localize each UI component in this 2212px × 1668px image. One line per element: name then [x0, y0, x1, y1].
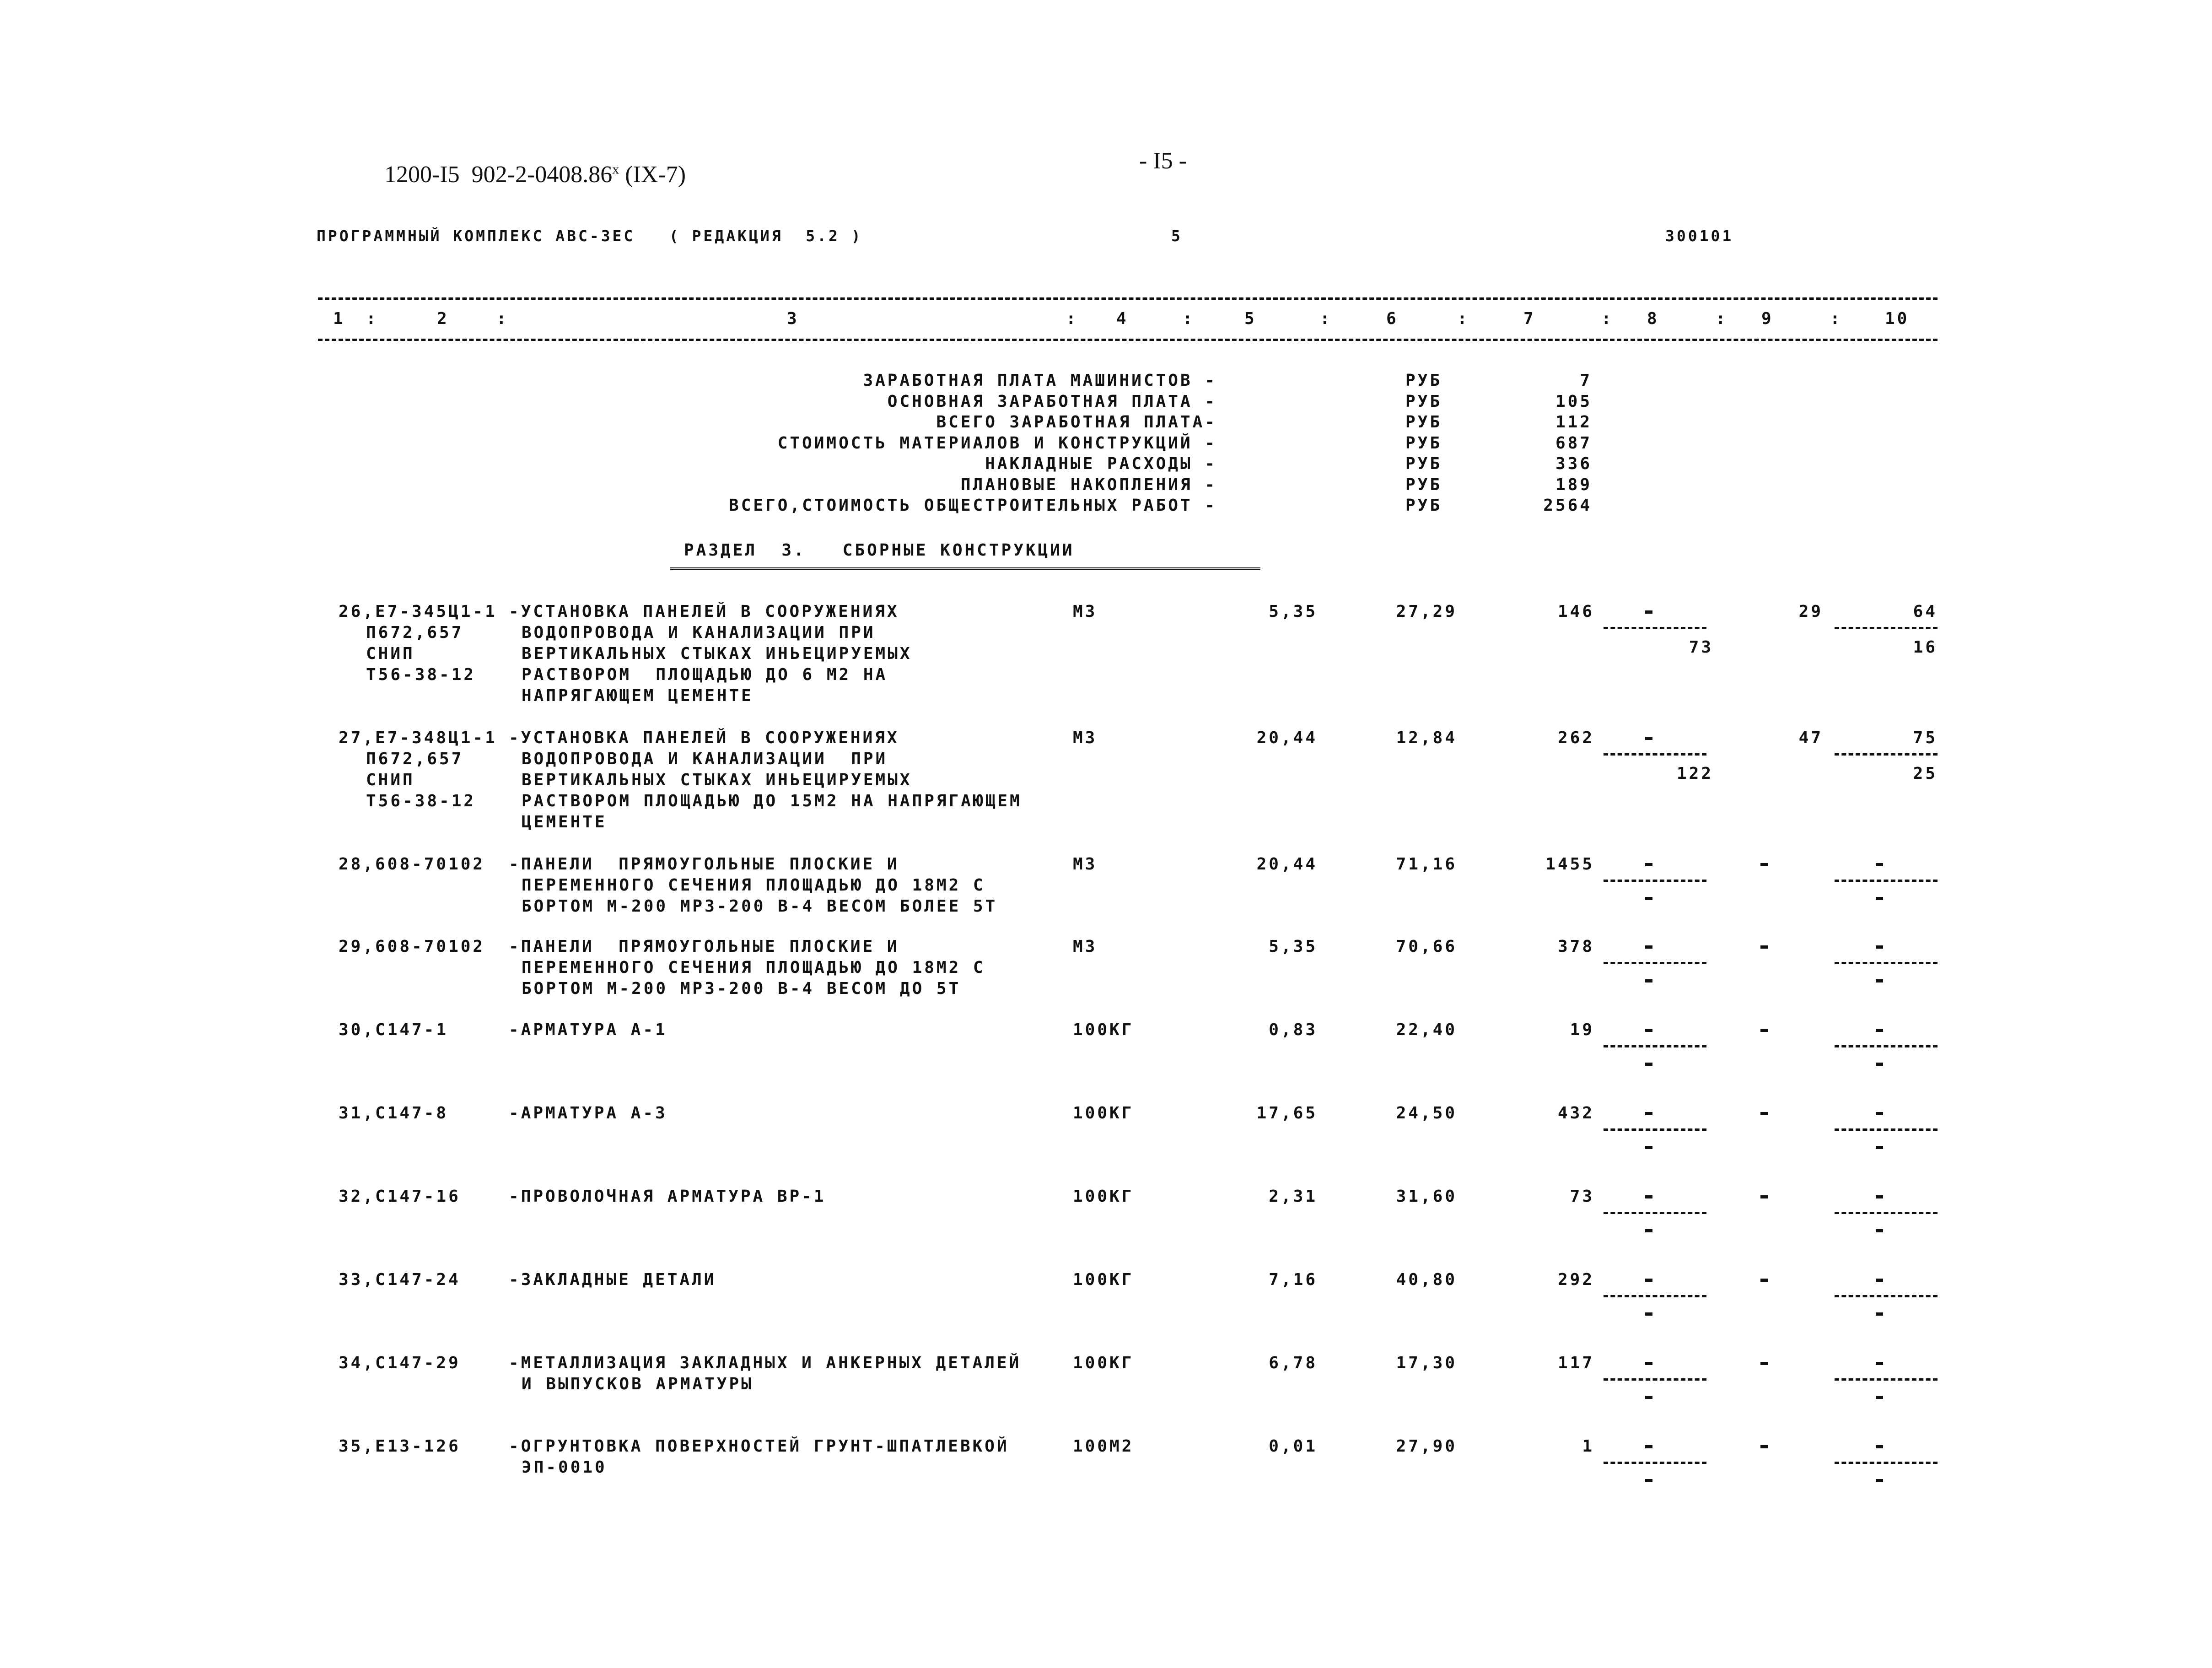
summary-value: 189	[1555, 475, 1592, 494]
summary-label: ВСЕГО ЗАРАБОТНАЯ ПЛАТА-	[936, 413, 1217, 432]
row-unit: 100КГ	[1073, 1270, 1134, 1289]
row-description: -ПРОВОЛОЧНАЯ АРМАТУРА ВР-1	[509, 1187, 826, 1206]
row-unit: 100КГ	[1073, 1104, 1134, 1123]
col10-bottom-dash	[1876, 979, 1883, 982]
col8-top-dash	[1645, 863, 1652, 866]
col8-top-dash	[1645, 1195, 1652, 1198]
col10-bottom-dash	[1876, 897, 1883, 900]
col10-top-dash	[1876, 1445, 1883, 1448]
col9-value: 29	[1798, 602, 1823, 621]
col10-bottom: 16	[1913, 638, 1938, 657]
header-top-rule	[318, 297, 1938, 300]
column-number-4: 4	[1116, 309, 1129, 328]
row-description: БОРТОМ М-200 МРЗ-200 В-4 ВЕСОМ ДО 5Т	[522, 979, 961, 998]
summary-unit: РУБ	[1405, 496, 1442, 515]
row-code-ref: П672,657	[366, 750, 464, 768]
col8-rule	[1604, 1045, 1706, 1047]
row-code: 31,С147-8	[339, 1104, 449, 1123]
column-separator: :	[366, 309, 378, 328]
col9-dash	[1760, 1112, 1768, 1115]
row-unit-price: 70,66	[1396, 937, 1457, 956]
summary-unit: РУБ	[1405, 371, 1442, 390]
summary-label: СТОИМОСТЬ МАТЕРИАЛОВ И КОНСТРУКЦИЙ -	[777, 433, 1217, 453]
summary-label: НАКЛАДНЫЕ РАСХОДЫ -	[985, 454, 1217, 473]
description-dash: -	[509, 1020, 521, 1039]
col10-bottom-dash	[1876, 1229, 1883, 1232]
row-description: -АРМАТУРА А-1	[509, 1020, 667, 1039]
column-number-10: 10	[1885, 309, 1910, 328]
row-description: -ЗАКЛАДНЫЕ ДЕТАЛИ	[509, 1270, 716, 1289]
section-title: РАЗДЕЛ 3. СБОРНЫЕ КОНСТРУКЦИИ	[684, 541, 1075, 560]
col10-rule	[1835, 1378, 1938, 1381]
col8-bottom: 73	[1689, 638, 1713, 657]
row-unit: 100М2	[1073, 1437, 1134, 1456]
column-number-9: 9	[1761, 309, 1774, 328]
section-underline	[670, 567, 1260, 570]
row-unit-price: 40,80	[1396, 1270, 1457, 1289]
col10-top-dash	[1876, 1195, 1883, 1198]
row-description: -УСТАНОВКА ПАНЕЛЕЙ В СООРУЖЕНИЯХ	[509, 602, 899, 621]
col9-dash	[1760, 863, 1768, 866]
column-number-8: 8	[1647, 309, 1659, 328]
row-quantity: 20,44	[1256, 729, 1318, 747]
col8-bottom-dash	[1645, 1312, 1652, 1316]
col8-top-dash	[1645, 1362, 1652, 1365]
column-separator: :	[1601, 309, 1614, 328]
col8-rule	[1604, 1295, 1706, 1297]
description-dash: -	[509, 1104, 521, 1123]
col10-bottom-dash	[1876, 1312, 1883, 1316]
row-quantity: 0,83	[1269, 1020, 1318, 1039]
row-unit: М3	[1073, 729, 1098, 747]
row-quantity: 0,01	[1269, 1437, 1318, 1456]
row-description: И ВЫПУСКОВ АРМАТУРЫ	[522, 1375, 753, 1393]
row-quantity: 6,78	[1269, 1354, 1318, 1372]
col10-rule	[1835, 627, 1938, 629]
row-description: ВЕРТИКАЛЬНЫХ СТЫКАХ ИНЬЕЦИРУЕМЫХ	[522, 771, 912, 789]
row-code-ref: СНИП	[366, 644, 415, 663]
col9-dash	[1760, 1362, 1768, 1365]
col8-top-dash	[1645, 1445, 1652, 1448]
row-unit: М3	[1073, 855, 1098, 874]
row-unit-price: 27,29	[1396, 602, 1457, 621]
description-dash: -	[509, 1270, 521, 1289]
row-code: 29,608-70102	[339, 937, 485, 956]
row-code: 26,Е7-345Ц1-1	[339, 602, 497, 621]
row-code: 28,608-70102	[339, 855, 485, 874]
col8-bottom-dash	[1645, 1396, 1652, 1399]
row-description: ПЕРЕМЕННОГО СЕЧЕНИЯ ПЛОЩАДЬЮ ДО 18М2 С	[522, 876, 985, 895]
row-description: -МЕТАЛЛИЗАЦИЯ ЗАКЛАДНЫХ И АНКЕРНЫХ ДЕТАЛЕЙ	[509, 1354, 1022, 1372]
row-unit: 100КГ	[1073, 1187, 1134, 1206]
page-number: - I5 -	[1139, 148, 1187, 174]
row-description: НАПРЯГАЮЩЕМ ЦЕМЕНТЕ	[522, 686, 753, 705]
column-separator: :	[1716, 309, 1728, 328]
summary-label: ОСНОВНАЯ ЗАРАБОТНАЯ ПЛАТА -	[887, 392, 1217, 411]
col10-top-dash	[1876, 1112, 1883, 1115]
row-total-cost: 73	[1570, 1187, 1594, 1206]
summary-value: 687	[1555, 433, 1592, 453]
column-separator: :	[1457, 309, 1469, 328]
row-total-cost: 432	[1557, 1104, 1594, 1123]
row-quantity: 2,31	[1269, 1187, 1318, 1206]
summary-unit: РУБ	[1405, 454, 1442, 473]
row-total-cost: 117	[1557, 1354, 1594, 1372]
description-dash: -	[509, 1437, 521, 1456]
summary-value: 7	[1580, 371, 1592, 390]
row-quantity: 20,44	[1256, 855, 1318, 874]
col10-bottom-dash	[1876, 1146, 1883, 1149]
column-number-3: 3	[787, 309, 799, 328]
col9-dash	[1760, 945, 1768, 949]
row-description: ЦЕМЕНТЕ	[522, 813, 607, 831]
row-unit: М3	[1073, 937, 1098, 956]
col10-top-dash	[1876, 1362, 1883, 1365]
summary-unit: РУБ	[1405, 392, 1442, 411]
col10-top-dash	[1876, 1279, 1883, 1282]
row-code: 27,Е7-348Ц1-1	[339, 729, 497, 747]
col10-rule	[1835, 880, 1938, 882]
row-unit-price: 22,40	[1396, 1020, 1457, 1039]
row-unit-price: 27,90	[1396, 1437, 1457, 1456]
row-description: -АРМАТУРА А-3	[509, 1104, 667, 1123]
col9-dash	[1760, 1195, 1768, 1198]
description-dash: -	[509, 1187, 521, 1206]
summary-label: ВСЕГО,СТОИМОСТЬ ОБЩЕСТРОИТЕЛЬНЫХ РАБОТ -	[729, 496, 1217, 515]
row-description: ВОДОПРОВОДА И КАНАЛИЗАЦИИ ПРИ	[522, 750, 888, 768]
row-description: ПЕРЕМЕННОГО СЕЧЕНИЯ ПЛОЩАДЬЮ ДО 18М2 С	[522, 958, 985, 977]
col8-rule	[1604, 1212, 1706, 1214]
column-separator: :	[1066, 309, 1078, 328]
header-bottom-rule	[318, 339, 1938, 341]
row-description: ВЕРТИКАЛЬНЫХ СТЫКАХ ИНЬЕЦИРУЕМЫХ	[522, 644, 912, 663]
row-quantity: 5,35	[1269, 937, 1318, 956]
row-total-cost: 262	[1557, 729, 1594, 747]
col8-rule	[1604, 1128, 1706, 1131]
summary-value: 112	[1555, 413, 1592, 432]
row-total-cost: 292	[1557, 1270, 1594, 1289]
summary-value: 105	[1555, 392, 1592, 411]
col8-rule	[1604, 1462, 1706, 1464]
col8-bottom-dash	[1645, 1229, 1652, 1232]
row-quantity: 7,16	[1269, 1270, 1318, 1289]
row-code-ref: Т56-38-12	[366, 665, 476, 684]
col10-rule	[1835, 1045, 1938, 1047]
col8-bottom-dash	[1645, 1479, 1652, 1482]
summary-value: 2564	[1543, 496, 1592, 515]
col10-top: 64	[1913, 602, 1938, 621]
row-description: БОРТОМ М-200 МРЗ-200 В-4 ВЕСОМ БОЛЕЕ 5Т	[522, 897, 998, 916]
description-dash: -	[509, 1354, 521, 1372]
row-description: -ПАНЕЛИ ПРЯМОУГОЛЬНЫЕ ПЛОСКИЕ И	[509, 937, 899, 956]
col10-top-dash	[1876, 863, 1883, 866]
col10-top: 75	[1913, 729, 1938, 747]
document-code: 300101	[1665, 227, 1734, 245]
col10-rule	[1835, 1128, 1938, 1131]
col8-rule	[1604, 880, 1706, 882]
row-code: 33,С147-24	[339, 1270, 461, 1289]
row-code: 30,С147-1	[339, 1020, 449, 1039]
row-code-ref: Т56-38-12	[366, 792, 476, 810]
row-code: 34,С147-29	[339, 1354, 461, 1372]
column-separator: :	[1183, 309, 1195, 328]
row-description: РАСТВОРОМ ПЛОЩАДЬЮ ДО 6 М2 НА	[522, 665, 888, 684]
row-unit: М3	[1073, 602, 1098, 621]
row-unit-price: 17,30	[1396, 1354, 1457, 1372]
description-dash: -	[509, 602, 521, 621]
row-quantity: 5,35	[1269, 602, 1318, 621]
col8-bottom-dash	[1645, 897, 1652, 900]
row-description: -ПАНЕЛИ ПРЯМОУГОЛЬНЫЕ ПЛОСКИЕ И	[509, 855, 899, 874]
column-number-1: 1	[333, 309, 345, 328]
row-unit-price: 12,84	[1396, 729, 1457, 747]
row-total-cost: 19	[1570, 1020, 1594, 1039]
col9-value: 47	[1798, 729, 1823, 747]
col10-rule	[1835, 1212, 1938, 1214]
col9-dash	[1760, 1445, 1768, 1448]
col8-top-dash	[1645, 1029, 1652, 1032]
col10-rule	[1835, 962, 1938, 964]
col8-top-dash	[1645, 945, 1652, 949]
row-total-cost: 146	[1557, 602, 1594, 621]
row-code-ref: П672,657	[366, 623, 464, 642]
col8-bottom-dash	[1645, 979, 1652, 982]
sheet-number: 5	[1171, 227, 1183, 245]
column-number-2: 2	[437, 309, 449, 328]
col10-rule	[1835, 1295, 1938, 1297]
summary-unit: РУБ	[1405, 433, 1442, 453]
col8-top-dash	[1645, 1279, 1652, 1282]
column-separator: :	[1320, 309, 1332, 328]
col8-rule	[1604, 1378, 1706, 1381]
row-unit-price: 71,16	[1396, 855, 1457, 874]
col10-rule	[1835, 753, 1938, 756]
col10-bottom: 25	[1913, 764, 1938, 783]
col9-dash	[1760, 1029, 1768, 1032]
col10-bottom-dash	[1876, 1063, 1883, 1066]
column-number-6: 6	[1386, 309, 1399, 328]
description-dash: -	[509, 729, 521, 747]
col10-bottom-dash	[1876, 1396, 1883, 1399]
row-description: -УСТАНОВКА ПАНЕЛЕЙ В СООРУЖЕНИЯХ	[509, 729, 899, 747]
column-separator: :	[496, 309, 509, 328]
description-dash: -	[509, 855, 521, 874]
row-total-cost: 1	[1582, 1437, 1594, 1456]
row-description: РАСТВОРОМ ПЛОЩАДЬЮ ДО 15М2 НА НАПРЯГАЮЩЕМ	[522, 792, 1022, 810]
col10-top-dash	[1876, 945, 1883, 949]
row-unit-price: 24,50	[1396, 1104, 1457, 1123]
document-id: 1200-I5 902-2-0408.86$^x$ (IX-7)	[384, 162, 686, 188]
row-unit: 100КГ	[1073, 1354, 1134, 1372]
row-description: ЭП-0010	[522, 1458, 607, 1477]
summary-unit: РУБ	[1405, 475, 1442, 494]
row-code: 32,С147-16	[339, 1187, 461, 1206]
row-code-ref: СНИП	[366, 771, 415, 789]
row-quantity: 17,65	[1256, 1104, 1318, 1123]
col8-bottom-dash	[1645, 1063, 1652, 1066]
summary-value: 336	[1555, 454, 1592, 473]
col10-bottom-dash	[1876, 1479, 1883, 1482]
row-unit-price: 31,60	[1396, 1187, 1457, 1206]
row-unit: 100КГ	[1073, 1020, 1134, 1039]
col10-rule	[1835, 1462, 1938, 1464]
column-number-7: 7	[1523, 309, 1536, 328]
col8-rule	[1604, 753, 1706, 756]
program-title: ПРОГРАММНЫЙ КОМПЛЕКС АВС-ЗЕС ( РЕДАКЦИЯ 5.2 )	[317, 227, 863, 245]
row-total-cost: 1455	[1545, 855, 1594, 874]
column-number-5: 5	[1244, 309, 1257, 328]
description-dash: -	[509, 937, 521, 956]
row-code: 35,Е13-126	[339, 1437, 461, 1456]
summary-label: ЗАРАБОТНАЯ ПЛАТА МАШИНИСТОВ -	[863, 371, 1217, 390]
col9-dash	[1760, 1279, 1768, 1282]
col8-bottom-dash	[1645, 1146, 1652, 1149]
col8-top-dash	[1645, 1112, 1652, 1115]
column-separator: :	[1830, 309, 1842, 328]
col8-rule	[1604, 627, 1706, 629]
col10-top-dash	[1876, 1029, 1883, 1032]
row-total-cost: 378	[1557, 937, 1594, 956]
col8-rule	[1604, 962, 1706, 964]
row-description: ВОДОПРОВОДА И КАНАЛИЗАЦИИ ПРИ	[522, 623, 876, 642]
row-description: -ОГРУНТОВКА ПОВЕРХНОСТЕЙ ГРУНТ-ШПАТЛЕВКОЙ	[509, 1437, 1009, 1456]
summary-unit: РУБ	[1405, 413, 1442, 432]
summary-label: ПЛАНОВЫЕ НАКОПЛЕНИЯ -	[960, 475, 1217, 494]
col8-bottom: 122	[1676, 764, 1713, 783]
